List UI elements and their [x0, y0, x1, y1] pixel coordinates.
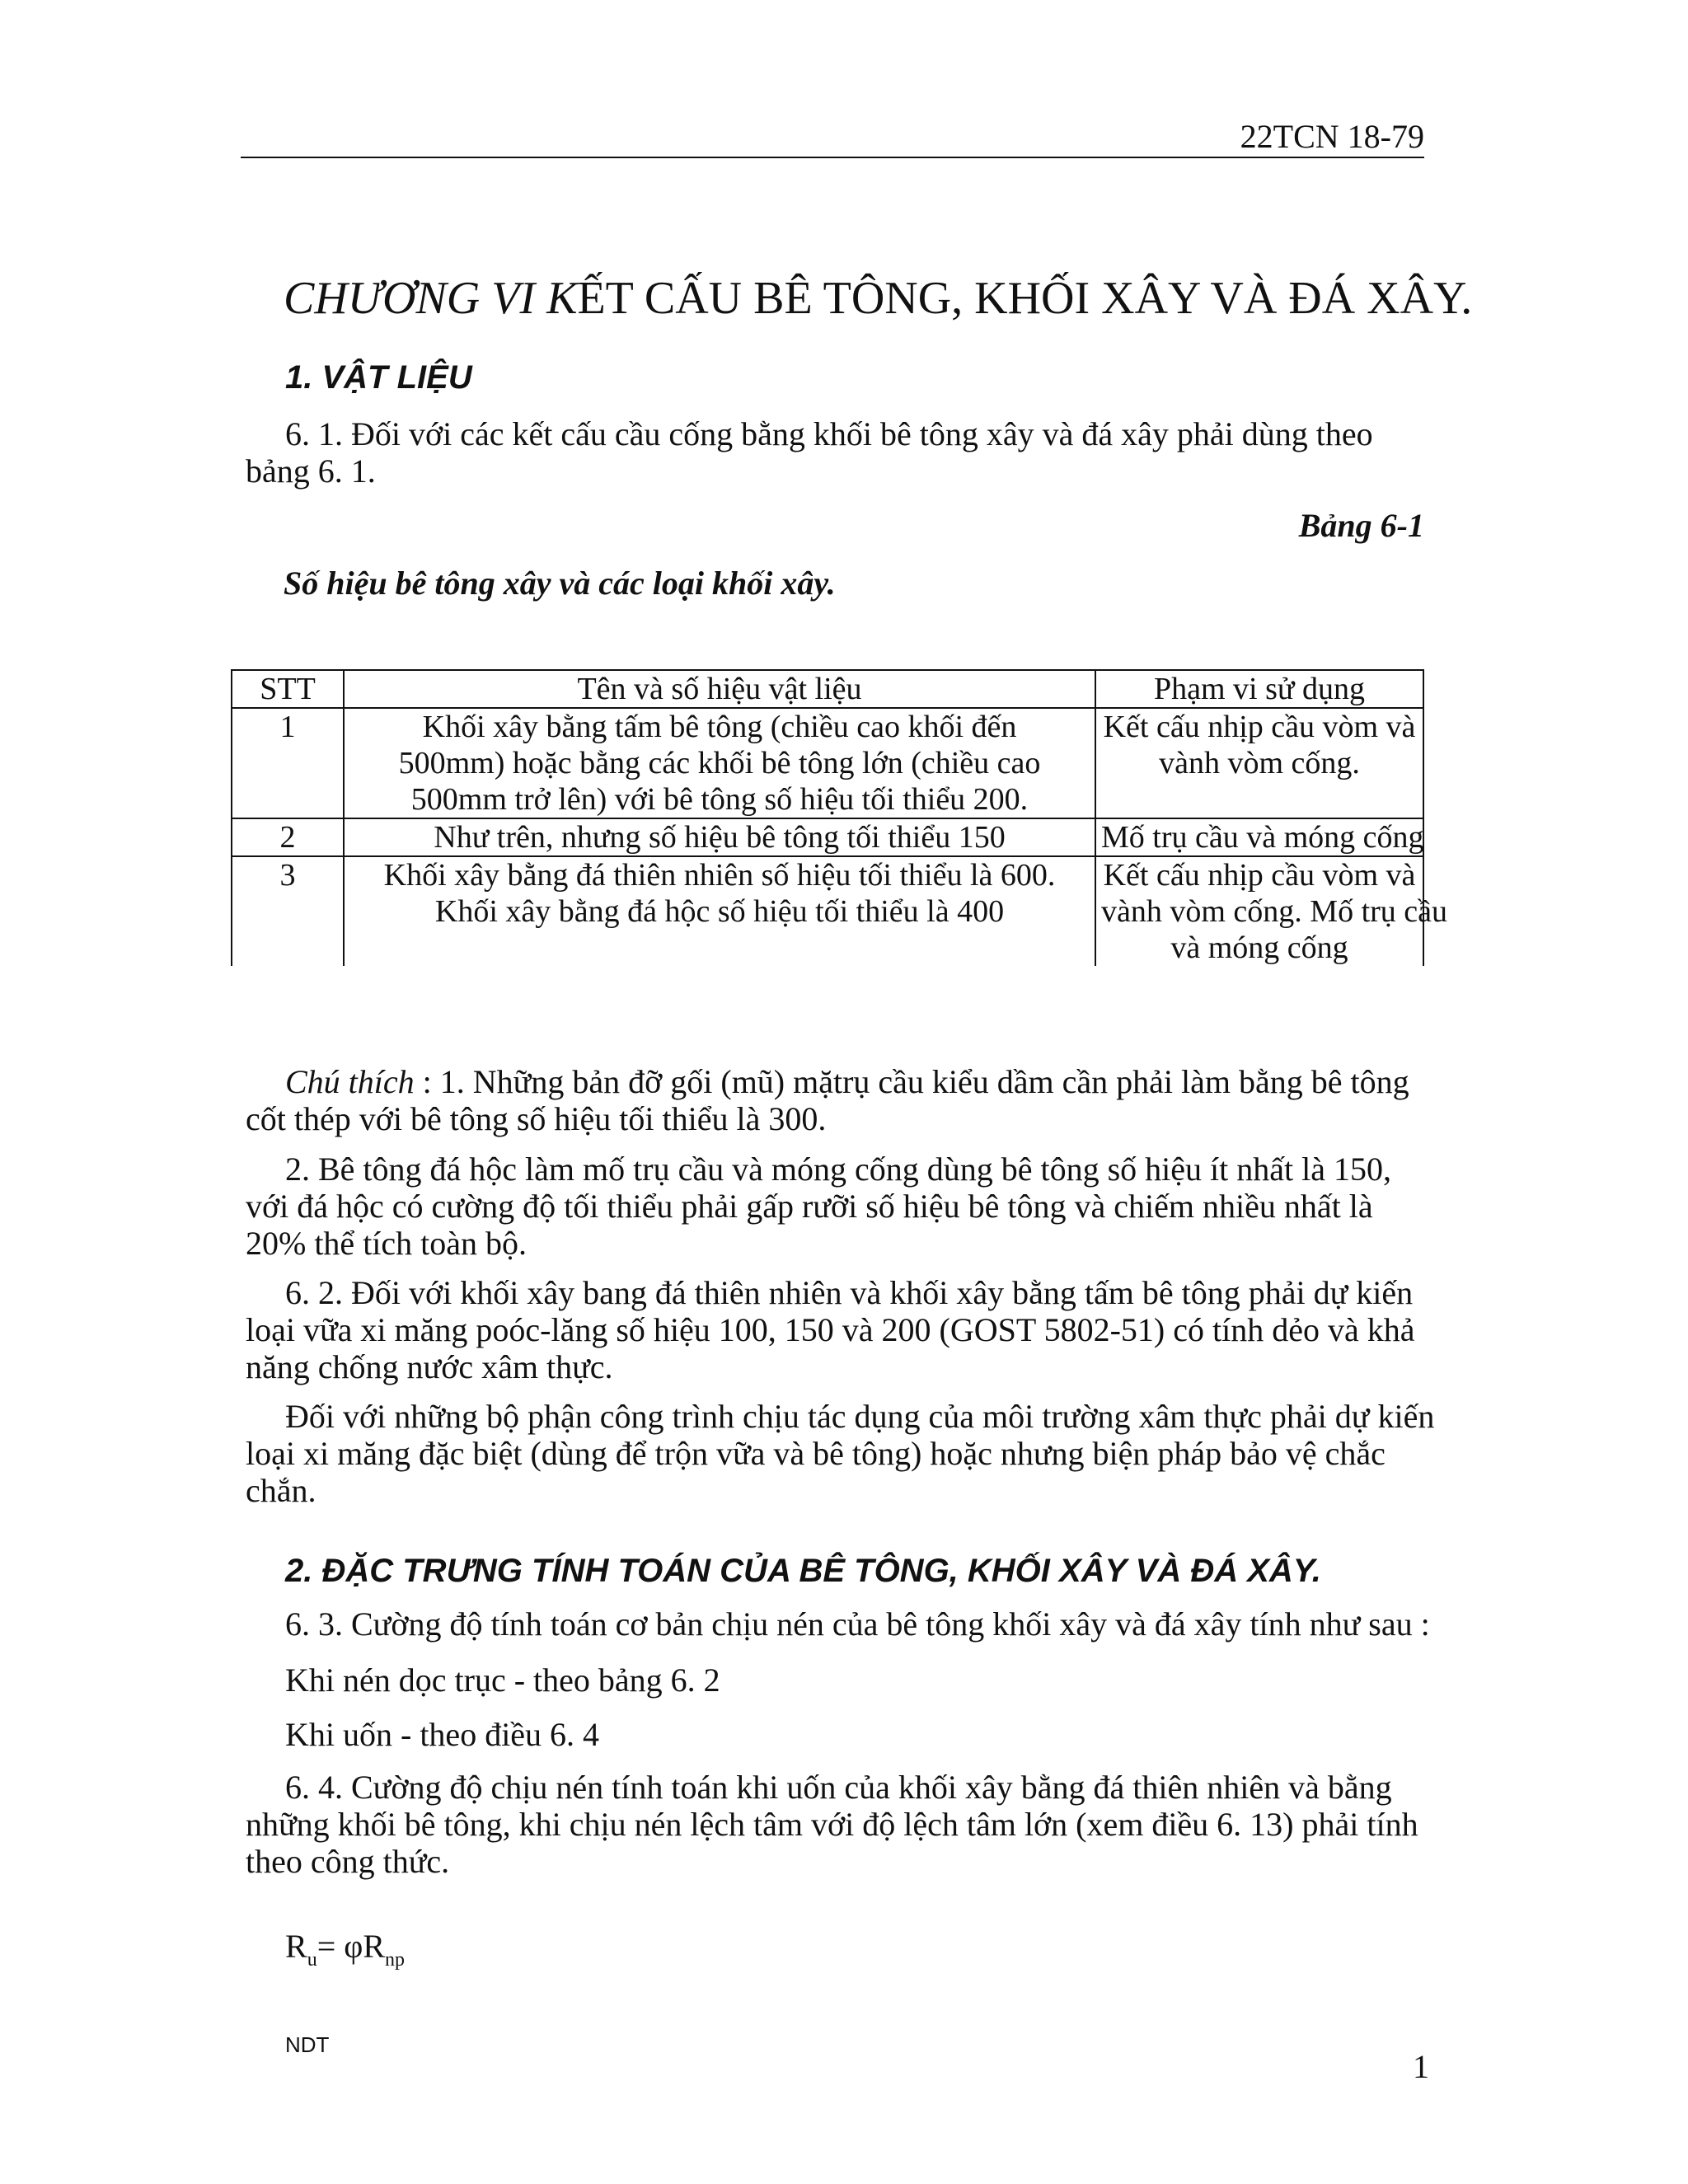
cell-line: Khối xây bằng đá hộc số hiệu tối thiểu là 400	[434, 894, 1005, 929]
paragraph-line: 2. Bê tông đá hộc làm mố trụ cầu và móng cống dùng bê tông số hiệu ít nhất là 150,	[285, 1151, 1391, 1188]
cell-line: và móng cống	[1170, 930, 1348, 965]
cell-name	[344, 856, 1095, 966]
column-header-scope: Phạm vi sử dụng	[1095, 670, 1423, 708]
table-header-row	[232, 670, 1423, 708]
paragraph-line: chắn.	[246, 1472, 316, 1509]
cell-line: vành vòm cống.	[1159, 746, 1360, 780]
paragraph-corrosive-environment	[246, 1398, 1435, 1509]
cell-line: Khối xây bằng đá thiên nhiên số hiệu tối thiểu là 600.	[383, 858, 1056, 893]
formula-rhs-subscript: np	[385, 1949, 406, 1971]
chapter-title-italic: CHƯƠNG VI K	[284, 273, 578, 324]
page-number: 1	[1413, 2048, 1429, 2085]
column-header-name: Tên và số hiệu vật liệu	[344, 670, 1095, 708]
footer-author: NDT	[285, 2032, 330, 2057]
column-header-stt: STT	[232, 670, 344, 708]
paragraph-line: bảng 6. 1.	[246, 452, 376, 490]
formula-rhs: = φR	[316, 1928, 386, 1965]
note-label: Chú thích	[285, 1063, 415, 1100]
paragraph-line: năng chống nước xâm thực.	[246, 1348, 613, 1385]
paragraph-line: theo công thức.	[246, 1843, 450, 1880]
section-heading-design-properties: 2. ĐẶC TRƯNG TÍNH TOÁN CỦA BÊ TÔNG, KHỐI XÂY VÀ ĐÁ XÂY.	[285, 1553, 1321, 1589]
cell-line: Kết cấu nhịp cầu vòm và	[1103, 858, 1416, 893]
section-heading-materials: 1. VẬT LIỆU	[285, 359, 472, 396]
paragraph-6-1	[246, 415, 1432, 490]
cell-line: Khối xây bằng tấm bê tông (chiều cao khối đến	[422, 710, 1017, 744]
note-1	[246, 1063, 1432, 1137]
cell-stt: 2	[232, 818, 344, 856]
cell-line: Mố trụ cầu và móng cống	[1101, 820, 1424, 855]
cell-stt: 1	[232, 708, 344, 818]
paragraph-line: loại xi măng đặc biệt (dùng để trộn vữa và bê tông) hoặc nhưng biện pháp bảo vệ chắc	[246, 1435, 1386, 1472]
paragraph-line: 6. 4. Cường độ chịu nén tính toán khi uốn của khối xây bằng đá thiên nhiên và bằng	[285, 1769, 1392, 1806]
paragraph-6-3	[246, 1605, 1432, 1643]
cell-line: Như trên, nhưng số hiệu bê tông tối thiểu 150	[434, 820, 1006, 855]
formula-lhs-subscript: u	[307, 1949, 317, 1971]
table-row	[232, 708, 1423, 818]
paragraph-axial-compression	[246, 1661, 1432, 1699]
cell-line: Kết cấu nhịp cầu vòm và	[1103, 710, 1416, 744]
header-rule	[241, 157, 1424, 158]
chapter-title-rest: ẾT CẤU BÊ TÔNG, KHỐI XÂY VÀ ĐÁ XÂY.	[577, 273, 1473, 324]
paragraph-line: Khi uốn - theo điều 6. 4	[285, 1716, 600, 1753]
paragraph-line: Khi nén dọc trục - theo bảng 6. 2	[285, 1661, 720, 1699]
paragraph-line	[246, 1063, 1432, 1100]
paragraph-line: 20% thể tích toàn bộ.	[246, 1225, 528, 1262]
formula-lhs: R	[285, 1928, 307, 1965]
cell-line: 500mm) hoặc bằng các khối bê tông lớn (chiều cao	[398, 746, 1041, 780]
cell-scope	[1095, 708, 1423, 818]
paragraph-line: 6. 3. Cường độ tính toán cơ bản chịu nén của bê tông khối xây và đá xây tính như sau :	[285, 1605, 1430, 1643]
table-row	[232, 856, 1423, 966]
paragraph-6-2	[246, 1274, 1432, 1385]
paragraph-line: Đối với những bộ phận công trình chịu tác dụng của môi trường xâm thực phải dự kiến	[285, 1398, 1435, 1435]
note-1-text: : 1. Những bản đỡ gối (mũ) mặtrụ cầu kiểu dầm cần phải làm bằng bê tông	[414, 1063, 1409, 1100]
cell-scope	[1095, 856, 1448, 966]
table-row	[232, 818, 1423, 856]
cell-scope	[1095, 818, 1423, 856]
paragraph-line: 6. 2. Đối với khối xây bang đá thiên nhiên và khối xây bằng tấm bê tông phải dự kiến	[285, 1274, 1414, 1311]
note-2	[246, 1151, 1432, 1262]
cell-name	[344, 708, 1095, 818]
paragraph-6-4	[246, 1769, 1432, 1880]
paragraph-line: cốt thép với bê tông số hiệu tối thiểu là 300.	[246, 1100, 827, 1137]
cell-stt: 3	[232, 856, 344, 966]
materials-table	[231, 669, 1448, 966]
chapter-title	[284, 272, 1472, 325]
paragraph-bending	[246, 1716, 1432, 1753]
cell-line: vành vòm cống. Mố trụ cầu	[1101, 894, 1448, 929]
formula	[285, 1927, 405, 1971]
document-code: 22TCN 18-79	[1240, 118, 1424, 155]
paragraph-line: những khối bê tông, khi chịu nén lệch tâm với độ lệch tâm lớn (xem điều 6. 13) phải tính	[246, 1806, 1418, 1843]
paragraph-line: 6. 1. Đối với các kết cấu cầu cống bằng khối bê tông xây và đá xây phải dùng theo	[285, 415, 1373, 452]
paragraph-line: loại vữa xi măng poóc-lăng số hiệu 100, 150 và 200 (GOST 5802-51) có tính dẻo và khả	[246, 1311, 1415, 1348]
table-title: Số hiệu bê tông xây và các loại khối xây.	[284, 565, 836, 602]
cell-name	[344, 818, 1095, 856]
table-caption: Bảng 6-1	[1298, 507, 1424, 544]
cell-line: 500mm trở lên) với bê tông số hiệu tối thiểu 200.	[410, 782, 1029, 817]
paragraph-line: với đá hộc có cường độ tối thiểu phải gấp rưỡi số hiệu bê tông và chiếm nhiều nhất là	[246, 1188, 1373, 1225]
